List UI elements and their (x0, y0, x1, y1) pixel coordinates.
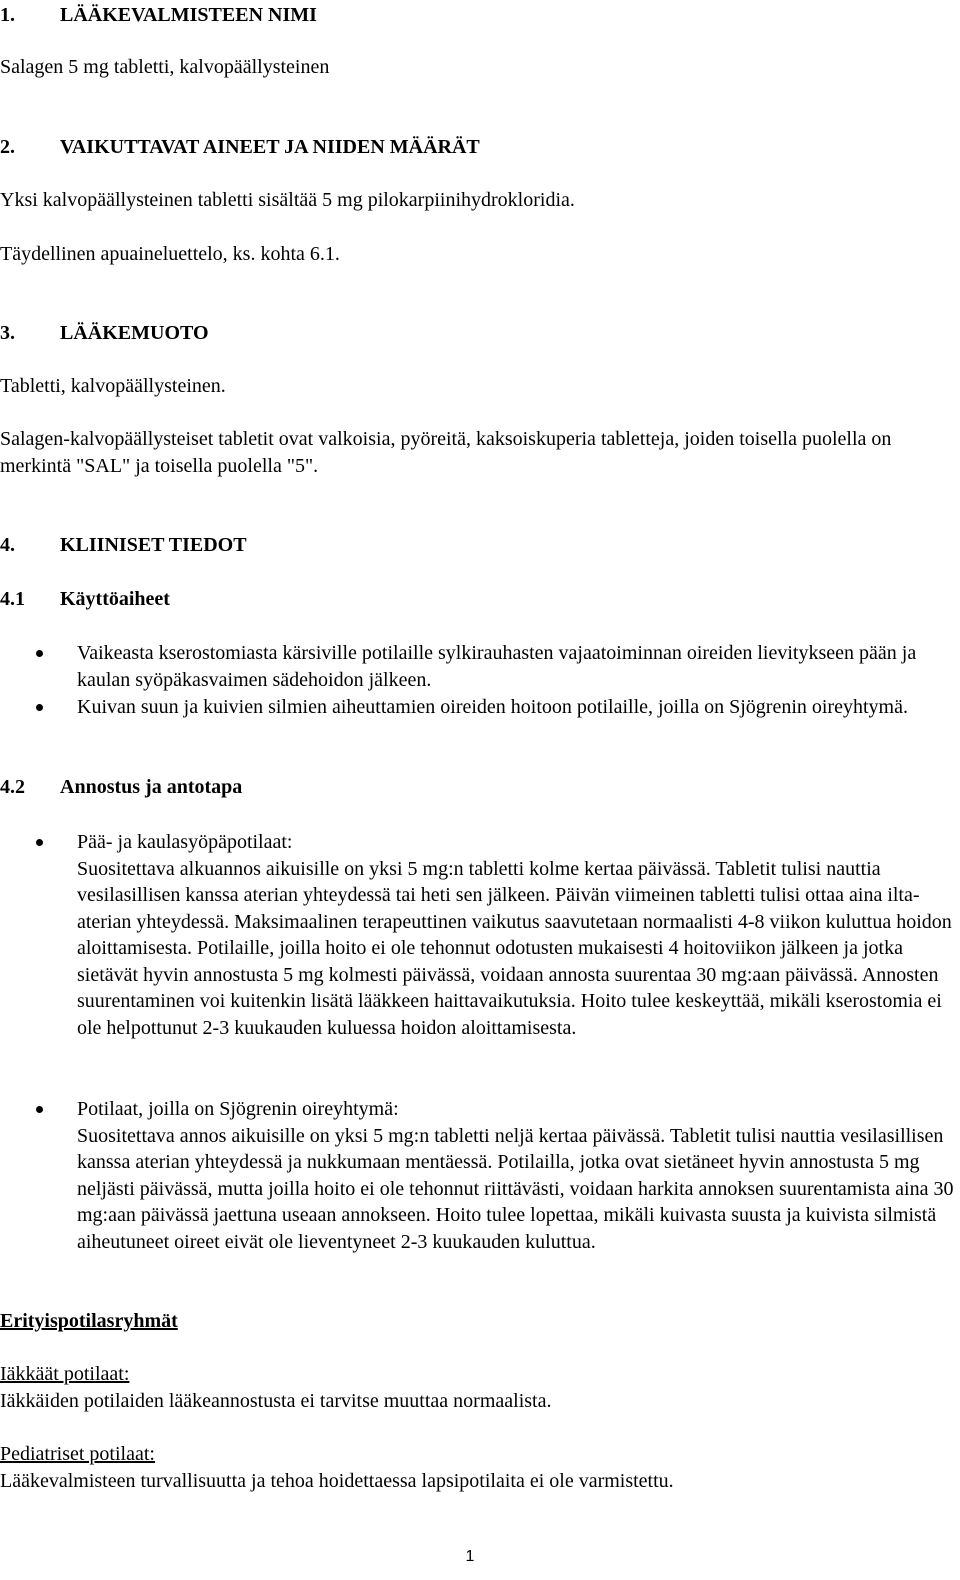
dosage-list-item (0, 829, 955, 1041)
section-2-title: VAIKUTTAVAT AINEET JA NIIDEN MÄÄRÄT (60, 136, 480, 158)
excipients-reference-text: Täydellinen apuaineluettelo, ks. kohta 6.1. (0, 243, 340, 265)
section-1-heading (0, 2, 317, 29)
section-4-2-number: 4.2 (0, 776, 25, 798)
section-4-1-heading (0, 586, 170, 613)
indication-text: Kuivan suun ja kuivien silmien aiheuttamien oireiden hoitoon potilaille, joilla on Sjögrenin oireyhtymä. (77, 696, 908, 718)
pharmaceutical-form-text: Tabletti, kalvopäällysteinen. (0, 375, 226, 397)
page-number: 1 (465, 1548, 475, 1565)
indication-list-item (0, 640, 955, 693)
section-2-number: 2. (0, 136, 15, 158)
pediatric-heading: Pediatriset potilaat: (0, 1443, 155, 1465)
dosage-group-text: Suositettava alkuannos aikuisille on yksi 5 mg:n tabletti kolme kertaa päivässä. Tabletit tulisi nauttia vesilasillisen kanssa aterian yhteydessä tai heti sen jälkeen. Päivän viimeinen tabletti tulisi ottaa aina ilta-aterian yhteydessä. Maksimaalinen terapeuttinen vaikutus saavutetaan normaalisti 4-8 viikon kuluttua hoidon aloittamisesta. Potilaille, joilla hoito ei ole tehonnut odotusten mukaisesti 4 hoitoviikon jälkeen ja jotka sietävät hyvin annostusta 5 mg kolmesti päivässä, voidaan annosta suurentaa 30 mg:aan päivässä. Annosten suurentaminen voi kuitenkin lisätä lääkkeen haittavaikutuksia. Hoito tulee keskeyttää, mikäli kserostomia ei ole helpottunut 2-3 kuukauden kuluessa hoidon aloittamisesta. (77, 857, 952, 1039)
bullet-icon (36, 650, 43, 657)
section-2-heading (0, 134, 480, 161)
dosage-group-heading: Potilaat, joilla on Sjögrenin oireyhtymä: (77, 1098, 399, 1120)
section-3-heading (0, 320, 209, 347)
section-4-2-title: Annostus ja antotapa (60, 776, 243, 798)
bullet-icon (36, 839, 43, 846)
bullet-icon (36, 704, 43, 711)
elderly-text: Iäkkäiden potilaiden lääkeannostusta ei tarvitse muuttaa normaalista. (0, 1390, 552, 1412)
section-4-1-number: 4.1 (0, 588, 25, 610)
section-1-number: 1. (0, 4, 15, 26)
section-3-title: LÄÄKEMUOTO (60, 322, 209, 344)
bullet-icon (36, 1106, 43, 1113)
section-4-heading (0, 532, 247, 559)
dosage-group-text: Suositettava annos aikuisille on yksi 5 mg:n tabletti neljä kertaa päivässä. Tabletit tulisi nauttia vesilasillisen kanssa aterian yhteydessä ja nukkumaan mentäessä. Potilailla, jotka ovat sietäneet hyvin annostusta 5 mg neljästi päivässä, mutta joilla hoito ei ole tehonnut riittävästi, voidaan harkita annoksen suurentamista aina 30 mg:aan päivässä jaettuna useaan annokseen. Hoito tulee lopettaa, mikäli kuivasta suusta ja kuivista silmistä aiheutuneet oireet eivät ole lieventyneet 2-3 kuukauden kuluttua. (77, 1124, 954, 1253)
product-name-text: Salagen 5 mg tabletti, kalvopäällysteinen (0, 56, 330, 78)
section-1-title: LÄÄKEVALMISTEEN NIMI (60, 4, 317, 26)
dosage-group-heading: Pää- ja kaulasyöpäpotilaat: (77, 831, 293, 853)
dosage-list-item (0, 1096, 955, 1255)
section-4-number: 4. (0, 534, 15, 556)
elderly-heading: Iäkkäät potilaat: (0, 1363, 130, 1385)
section-4-1-title: Käyttöaiheet (60, 588, 170, 610)
section-4-title: KLIINISET TIEDOT (60, 534, 247, 556)
section-3-number: 3. (0, 322, 15, 344)
composition-text: Yksi kalvopäällysteinen tabletti sisältää 5 mg pilokarpiinihydrokloridia. (0, 189, 575, 211)
tablet-description-text: Salagen-kalvopäällysteiset tabletit ovat valkoisia, pyöreitä, kaksoiskuperia tabletteja, joiden toisella puolella on merkintä "SAL" ja toisella puolella "5". (0, 428, 892, 477)
section-4-2-heading (0, 774, 242, 801)
special-populations-heading: Erityispotilasryhmät (0, 1310, 178, 1332)
indication-list-item (0, 694, 955, 721)
pediatric-text: Lääkevalmisteen turvallisuutta ja tehoa hoidettaessa lapsipotilaita ei ole varmistettu. (0, 1470, 674, 1492)
indication-text: Vaikeasta kserostomiasta kärsiville potilaille sylkirauhasten vajaatoiminnan oireiden lievitykseen pään ja kaulan syöpäkasvaimen sädehoidon jälkeen. (77, 642, 917, 691)
